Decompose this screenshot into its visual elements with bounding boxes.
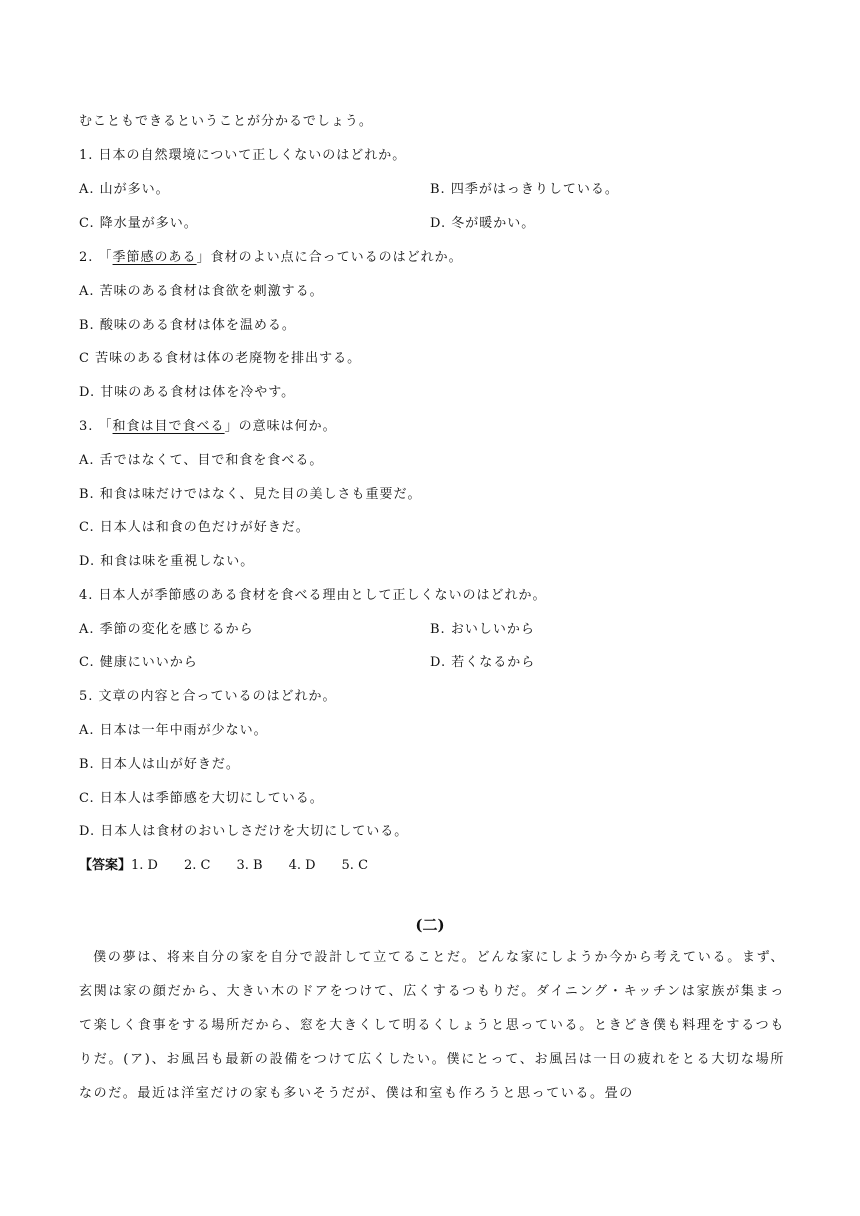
q5-option-b: B. 日本人は山が好きだ。: [79, 757, 240, 772]
q2-prefix: 2. 「: [79, 250, 113, 265]
q2-underlined-phrase: 季節感のある: [112, 250, 197, 265]
q2-option-b: B. 酸味のある食材は体を温める。: [79, 318, 296, 333]
q5-option-d: D. 日本人は食材のおいしさだけを大切にしている。: [79, 824, 409, 839]
q3-underlined-phrase: 和食は目で食べる: [112, 419, 225, 434]
q1-option-c: C. 降水量が多い。: [79, 216, 198, 231]
q5-question: 5. 文章の内容と合っているのはどれか。: [79, 689, 337, 704]
q3-option-a: A. 舌ではなくて、目で和食を食べる。: [79, 453, 324, 468]
q3-option-d: D. 和食は味を重視しない。: [79, 554, 255, 569]
q2-option-a: A. 苦味のある食材は食欲を刺激する。: [79, 284, 324, 299]
q3-option-c: C. 日本人は和食の色だけが好きだ。: [79, 520, 310, 535]
passage-text: 僕の夢は、将来自分の家を自分で設計して立てることだ。どんな家にしようか今から考えている。まず、玄関は家の顔だから、大きい木のドアをつけて、広くするつもりだ。ダイニング・キッチンは家族が集まって楽しく食事をする場所だから、窓を大きくして明るくしょうと思っている。ときどき僕も料理をするつもりだ。(ア)、お風呂も最新の設備をつけて広くしたい。僕にとって、お風呂は一日の疲れをとる大切な場所なのだ。最近は洋室だけの家も多いそうだが、僕は和室も作ろうと思っている。畳の: [79, 950, 785, 1101]
q5-option-c: C. 日本人は季節感を大切にしている。: [79, 791, 324, 806]
q1-option-a: A. 山が多い。: [79, 182, 170, 197]
answer-item: 3. B: [236, 858, 263, 873]
q1-option-d: D. 冬が暖かい。: [430, 216, 536, 231]
answer-item: 5. C: [341, 858, 369, 873]
q2-option-d: D. 甘味のある食材は体を冷やす。: [79, 385, 296, 400]
section-heading: (二): [415, 916, 445, 934]
answer-item: 2. C: [183, 858, 211, 873]
q3-question: [79, 418, 337, 436]
answer-label: 【答案】: [79, 858, 132, 873]
q4-question: 4. 日本人が季節感のある食材を食べる理由として正しくないのはどれか。: [79, 588, 547, 603]
q4-option-a: A. 季節の変化を感じるから: [79, 622, 254, 637]
answer-item: 1. D: [131, 858, 158, 873]
q3-prefix: 3. 「: [79, 419, 113, 434]
q1-option-b: B. 四季がはっきりしている。: [430, 182, 619, 197]
q2-question: [79, 249, 463, 267]
q4-option-b: B. おいしいから: [430, 622, 535, 637]
q3-option-b: B. 和食は味だけではなく、見た目の美しさも重要だ。: [79, 487, 422, 502]
q2-suffix: 」食材のよい点に合っているのはどれか。: [196, 250, 463, 265]
q3-suffix: 」の意味は何か。: [224, 419, 337, 434]
reading-passage: [79, 941, 785, 1111]
answer-item: 4. D: [288, 858, 316, 873]
q1-question: 1. 日本の自然環境について正しくないのはどれか。: [79, 148, 407, 163]
intro-tail-text: むこともできるということが分かるでしょう。: [79, 114, 373, 129]
q5-option-a: A. 日本は一年中雨が少ない。: [79, 723, 268, 738]
q4-option-d: D. 若くなるから: [430, 655, 536, 670]
answer-key: [79, 857, 394, 875]
q2-option-c: C 苦味のある食材は体の老廃物を排出する。: [79, 351, 362, 366]
q4-option-c: C. 健康にいいから: [79, 655, 198, 670]
